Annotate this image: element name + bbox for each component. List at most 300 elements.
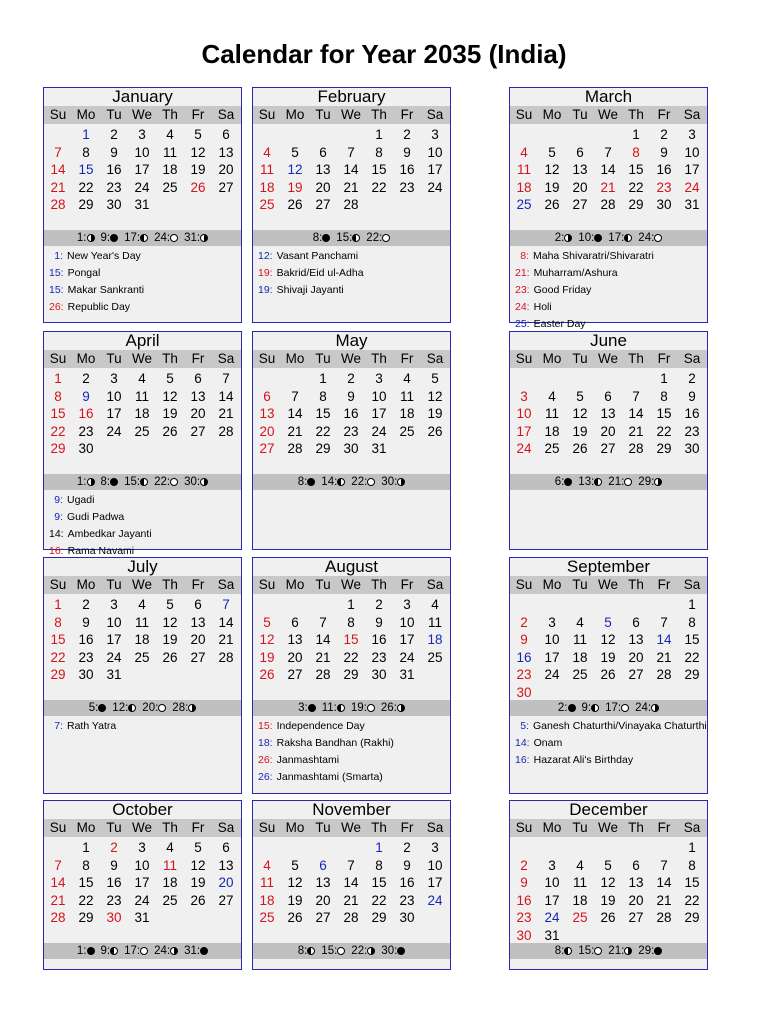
day-cell[interactable]: 4 [431,597,439,612]
day-cell[interactable]: 28 [600,197,616,212]
day-cell[interactable]: 17 [134,162,150,177]
day-cell[interactable]: 1 [688,840,696,855]
day-cell[interactable]: 9 [82,388,90,404]
day-cell[interactable]: 16 [343,406,359,421]
day-cell[interactable]: 17 [544,649,560,665]
day-cell[interactable]: 2 [688,371,696,386]
day-cell[interactable]: 10 [684,144,700,160]
day-cell[interactable]: 26 [162,423,178,439]
day-cell[interactable]: 18 [134,632,150,647]
day-cell[interactable]: 25 [544,441,560,456]
day-cell[interactable]: 22 [628,179,644,195]
day-cell[interactable]: 26 [287,910,303,925]
day-cell[interactable]: 21 [656,892,672,908]
day-cell[interactable]: 14 [628,406,644,421]
day-cell[interactable]: 26 [190,892,206,908]
day-cell[interactable]: 15 [315,406,331,421]
day-cell[interactable]: 12 [287,162,303,177]
day-cell[interactable]: 7 [604,144,612,160]
day-cell[interactable]: 19 [572,423,588,439]
day-cell[interactable]: 8 [660,388,668,404]
day-cell[interactable]: 1 [54,597,62,612]
day-cell[interactable]: 2 [110,840,118,855]
day-cell[interactable]: 30 [371,667,387,682]
day-cell[interactable]: 18 [259,892,275,908]
day-cell[interactable]: 6 [632,857,640,873]
day-cell[interactable]: 25 [134,423,150,439]
day-cell[interactable]: 25 [259,197,275,212]
day-cell[interactable]: 24 [544,910,560,925]
day-cell[interactable]: 8 [54,614,62,630]
day-cell[interactable]: 5 [291,144,299,160]
day-cell[interactable]: 9 [110,144,118,160]
day-cell[interactable]: 8 [632,144,640,160]
day-cell[interactable]: 31 [106,667,122,682]
day-cell[interactable]: 30 [516,684,532,700]
day-cell[interactable]: 24 [684,179,700,195]
day-cell[interactable]: 16 [78,632,94,647]
day-cell[interactable]: 12 [572,406,588,421]
day-cell[interactable]: 22 [50,423,66,439]
day-cell[interactable]: 16 [656,162,672,177]
day-cell[interactable]: 28 [50,910,66,925]
day-cell[interactable]: 1 [375,127,383,142]
day-cell[interactable]: 19 [259,649,275,665]
day-cell[interactable]: 23 [516,910,532,925]
day-cell[interactable]: 3 [403,597,411,612]
day-cell[interactable]: 25 [259,910,275,925]
day-cell[interactable]: 18 [399,406,415,421]
day-cell[interactable]: 22 [50,649,66,665]
day-cell[interactable]: 16 [371,632,387,647]
day-cell[interactable]: 14 [600,162,616,177]
day-cell[interactable]: 19 [287,892,303,908]
day-cell[interactable]: 26 [427,423,443,439]
day-cell[interactable]: 8 [688,614,696,630]
day-cell[interactable]: 14 [50,875,66,890]
day-cell[interactable]: 9 [688,388,696,404]
day-cell[interactable]: 14 [656,875,672,890]
day-cell[interactable]: 4 [138,597,146,612]
day-cell[interactable]: 6 [222,127,230,142]
day-cell[interactable]: 2 [375,597,383,612]
day-cell[interactable]: 20 [259,423,275,439]
day-cell[interactable]: 11 [427,614,442,630]
day-cell[interactable]: 7 [222,371,230,386]
day-cell[interactable]: 5 [431,371,439,386]
day-cell[interactable]: 15 [656,406,672,421]
day-cell[interactable]: 27 [600,441,616,456]
day-cell[interactable]: 24 [106,649,122,665]
day-cell[interactable]: 3 [548,614,556,630]
day-cell[interactable]: 12 [162,614,178,630]
day-cell[interactable]: 4 [166,127,174,142]
day-cell[interactable]: 18 [259,179,275,195]
day-cell[interactable]: 11 [134,614,149,630]
day-cell[interactable]: 31 [684,197,700,212]
day-cell[interactable]: 4 [548,388,556,404]
day-cell[interactable]: 9 [403,857,411,873]
day-cell[interactable]: 3 [138,127,146,142]
day-cell[interactable]: 14 [218,388,234,404]
day-cell[interactable]: 19 [162,632,178,647]
day-cell[interactable]: 26 [287,197,303,212]
day-cell[interactable]: 23 [106,179,122,195]
day-cell[interactable]: 28 [656,667,672,682]
day-cell[interactable]: 19 [544,179,560,195]
day-cell[interactable]: 24 [427,892,443,908]
day-cell[interactable]: 2 [82,371,90,386]
day-cell[interactable]: 24 [544,667,560,682]
day-cell[interactable]: 27 [315,910,331,925]
day-cell[interactable]: 4 [166,840,174,855]
day-cell[interactable]: 7 [347,144,355,160]
day-cell[interactable]: 13 [315,162,331,177]
day-cell[interactable]: 31 [399,667,415,682]
day-cell[interactable]: 10 [544,875,560,890]
day-cell[interactable]: 12 [544,162,560,177]
day-cell[interactable]: 22 [315,423,331,439]
day-cell[interactable]: 19 [287,179,303,195]
day-cell[interactable]: 24 [427,179,443,195]
day-cell[interactable]: 3 [375,371,383,386]
day-cell[interactable]: 21 [628,423,644,439]
day-cell[interactable]: 15 [50,632,66,647]
day-cell[interactable]: 24 [399,649,415,665]
day-cell[interactable]: 19 [190,162,206,177]
day-cell[interactable]: 5 [548,144,556,160]
day-cell[interactable]: 4 [576,857,584,873]
day-cell[interactable]: 12 [427,388,443,404]
day-cell[interactable]: 6 [222,840,230,855]
day-cell[interactable]: 24 [371,423,387,439]
day-cell[interactable]: 30 [78,667,94,682]
day-cell[interactable]: 21 [50,179,66,195]
day-cell[interactable]: 27 [218,892,234,908]
day-cell[interactable]: 29 [78,197,94,212]
day-cell[interactable]: 26 [544,197,560,212]
day-cell[interactable]: 18 [134,406,150,421]
day-cell[interactable]: 13 [315,875,331,890]
day-cell[interactable]: 1 [375,840,383,855]
day-cell[interactable]: 17 [684,162,700,177]
day-cell[interactable]: 25 [427,649,443,665]
day-cell[interactable]: 5 [604,857,612,873]
day-cell[interactable]: 6 [194,371,202,386]
day-cell[interactable]: 11 [572,632,587,647]
day-cell[interactable]: 22 [656,423,672,439]
day-cell[interactable]: 5 [166,371,174,386]
day-cell[interactable]: 24 [516,441,532,456]
day-cell[interactable]: 18 [544,423,560,439]
day-cell[interactable]: 18 [572,892,588,908]
day-cell[interactable]: 21 [656,649,672,665]
day-cell[interactable]: 2 [520,614,528,630]
day-cell[interactable]: 17 [134,875,150,890]
day-cell[interactable]: 27 [190,423,206,439]
day-cell[interactable]: 11 [162,857,177,873]
day-cell[interactable]: 3 [431,840,439,855]
day-cell[interactable]: 6 [319,144,327,160]
day-cell[interactable]: 26 [190,179,206,195]
day-cell[interactable]: 9 [520,632,528,647]
day-cell[interactable]: 15 [50,406,66,421]
day-cell[interactable]: 29 [343,667,359,682]
day-cell[interactable]: 10 [371,388,387,404]
day-cell[interactable]: 13 [628,632,644,647]
day-cell[interactable]: 10 [399,614,415,630]
day-cell[interactable]: 20 [315,179,331,195]
day-cell[interactable]: 9 [347,388,355,404]
day-cell[interactable]: 12 [259,632,275,647]
day-cell[interactable]: 15 [371,162,387,177]
day-cell[interactable]: 24 [134,179,150,195]
day-cell[interactable]: 20 [190,632,206,647]
day-cell[interactable]: 22 [78,892,94,908]
day-cell[interactable]: 20 [628,649,644,665]
day-cell[interactable]: 19 [190,875,206,890]
day-cell[interactable]: 15 [371,875,387,890]
day-cell[interactable]: 6 [194,597,202,612]
day-cell[interactable]: 29 [371,910,387,925]
day-cell[interactable]: 23 [343,423,359,439]
day-cell[interactable]: 26 [259,667,275,682]
day-cell[interactable]: 4 [263,144,271,160]
day-cell[interactable]: 20 [628,892,644,908]
day-cell[interactable]: 3 [688,127,696,142]
day-cell[interactable]: 16 [106,162,122,177]
day-cell[interactable]: 14 [50,162,66,177]
day-cell[interactable]: 29 [315,441,331,456]
day-cell[interactable]: 27 [628,910,644,925]
day-cell[interactable]: 14 [656,632,672,647]
day-cell[interactable]: 22 [371,179,387,195]
day-cell[interactable]: 22 [684,892,700,908]
day-cell[interactable]: 3 [110,597,118,612]
day-cell[interactable]: 28 [50,197,66,212]
day-cell[interactable]: 23 [371,649,387,665]
day-cell[interactable]: 30 [656,197,672,212]
day-cell[interactable]: 5 [166,597,174,612]
day-cell[interactable]: 25 [572,910,588,925]
day-cell[interactable]: 6 [632,614,640,630]
day-cell[interactable]: 4 [520,144,528,160]
day-cell[interactable]: 15 [78,875,94,890]
day-cell[interactable]: 10 [106,614,122,630]
day-cell[interactable]: 26 [162,649,178,665]
day-cell[interactable]: 16 [399,162,415,177]
day-cell[interactable]: 15 [343,632,359,647]
day-cell[interactable]: 6 [263,388,271,404]
day-cell[interactable]: 15 [628,162,644,177]
day-cell[interactable]: 30 [343,441,359,456]
day-cell[interactable]: 13 [600,406,616,421]
day-cell[interactable]: 21 [343,892,359,908]
day-cell[interactable]: 4 [263,857,271,873]
day-cell[interactable]: 20 [600,423,616,439]
day-cell[interactable]: 4 [403,371,411,386]
day-cell[interactable]: 10 [106,388,122,404]
day-cell[interactable]: 1 [688,597,696,612]
day-cell[interactable]: 28 [343,197,359,212]
day-cell[interactable]: 17 [427,162,443,177]
day-cell[interactable]: 17 [371,406,387,421]
day-cell[interactable]: 9 [520,875,528,890]
day-cell[interactable]: 17 [427,875,443,890]
day-cell[interactable]: 25 [516,197,532,212]
day-cell[interactable]: 3 [548,857,556,873]
day-cell[interactable]: 10 [516,406,532,421]
day-cell[interactable]: 7 [54,857,62,873]
day-cell[interactable]: 6 [604,388,612,404]
day-cell[interactable]: 20 [315,892,331,908]
day-cell[interactable]: 19 [600,649,616,665]
day-cell[interactable]: 25 [572,667,588,682]
day-cell[interactable]: 5 [194,840,202,855]
day-cell[interactable]: 14 [218,614,234,630]
day-cell[interactable]: 31 [134,197,150,212]
day-cell[interactable]: 22 [684,649,700,665]
day-cell[interactable]: 30 [516,927,532,943]
day-cell[interactable]: 8 [319,388,327,404]
day-cell[interactable]: 10 [427,144,443,160]
day-cell[interactable]: 1 [82,127,90,142]
day-cell[interactable]: 2 [520,857,528,873]
day-cell[interactable]: 31 [371,441,387,456]
day-cell[interactable]: 15 [78,162,94,177]
day-cell[interactable]: 25 [162,892,178,908]
day-cell[interactable]: 31 [134,910,150,925]
day-cell[interactable]: 10 [134,144,150,160]
day-cell[interactable]: 25 [162,179,178,195]
day-cell[interactable]: 30 [684,441,700,456]
day-cell[interactable]: 13 [190,388,206,404]
day-cell[interactable]: 28 [218,423,234,439]
day-cell[interactable]: 8 [375,857,383,873]
day-cell[interactable]: 11 [162,144,177,160]
day-cell[interactable]: 5 [194,127,202,142]
day-cell[interactable]: 13 [218,144,234,160]
day-cell[interactable]: 18 [516,179,532,195]
day-cell[interactable]: 18 [162,875,178,890]
day-cell[interactable]: 21 [315,649,331,665]
day-cell[interactable]: 18 [162,162,178,177]
day-cell[interactable]: 11 [516,162,531,177]
day-cell[interactable]: 20 [218,162,234,177]
day-cell[interactable]: 12 [190,857,206,873]
day-cell[interactable]: 2 [403,840,411,855]
day-cell[interactable]: 14 [287,406,303,421]
day-cell[interactable]: 9 [110,857,118,873]
day-cell[interactable]: 16 [516,649,532,665]
day-cell[interactable]: 22 [371,892,387,908]
day-cell[interactable]: 7 [222,597,230,612]
day-cell[interactable]: 1 [632,127,640,142]
day-cell[interactable]: 13 [572,162,588,177]
day-cell[interactable]: 18 [427,632,443,647]
day-cell[interactable]: 26 [572,441,588,456]
day-cell[interactable]: 7 [347,857,355,873]
day-cell[interactable]: 21 [600,179,616,195]
day-cell[interactable]: 11 [572,875,587,890]
day-cell[interactable]: 18 [572,649,588,665]
day-cell[interactable]: 31 [544,927,560,943]
day-cell[interactable]: 28 [315,667,331,682]
day-cell[interactable]: 29 [656,441,672,456]
day-cell[interactable]: 15 [684,632,700,647]
day-cell[interactable]: 5 [291,857,299,873]
day-cell[interactable]: 30 [106,910,122,925]
day-cell[interactable]: 21 [287,423,303,439]
day-cell[interactable]: 14 [315,632,331,647]
day-cell[interactable]: 6 [319,857,327,873]
day-cell[interactable]: 13 [287,632,303,647]
day-cell[interactable]: 11 [544,406,559,421]
day-cell[interactable]: 27 [315,197,331,212]
day-cell[interactable]: 20 [287,649,303,665]
day-cell[interactable]: 11 [259,162,274,177]
day-cell[interactable]: 21 [343,179,359,195]
day-cell[interactable]: 8 [347,614,355,630]
day-cell[interactable]: 12 [287,875,303,890]
day-cell[interactable]: 7 [632,388,640,404]
day-cell[interactable]: 27 [287,667,303,682]
day-cell[interactable]: 25 [134,649,150,665]
day-cell[interactable]: 23 [516,667,532,682]
day-cell[interactable]: 10 [427,857,443,873]
day-cell[interactable]: 11 [259,875,274,890]
day-cell[interactable]: 29 [684,910,700,925]
day-cell[interactable]: 17 [544,892,560,908]
day-cell[interactable]: 2 [347,371,355,386]
day-cell[interactable]: 29 [50,667,66,682]
day-cell[interactable]: 28 [287,441,303,456]
day-cell[interactable]: 23 [684,423,700,439]
day-cell[interactable]: 16 [399,875,415,890]
day-cell[interactable]: 14 [343,875,359,890]
day-cell[interactable]: 24 [106,423,122,439]
day-cell[interactable]: 19 [427,406,443,421]
day-cell[interactable]: 19 [600,892,616,908]
day-cell[interactable]: 12 [190,144,206,160]
day-cell[interactable]: 7 [291,388,299,404]
day-cell[interactable]: 1 [319,371,327,386]
day-cell[interactable]: 30 [399,910,415,925]
day-cell[interactable]: 16 [516,892,532,908]
day-cell[interactable]: 2 [110,127,118,142]
day-cell[interactable]: 2 [82,597,90,612]
day-cell[interactable]: 8 [54,388,62,404]
day-cell[interactable]: 21 [218,632,234,647]
day-cell[interactable]: 11 [399,388,414,404]
day-cell[interactable]: 12 [600,875,616,890]
day-cell[interactable]: 17 [106,632,122,647]
day-cell[interactable]: 7 [319,614,327,630]
day-cell[interactable]: 5 [263,614,271,630]
day-cell[interactable]: 23 [78,423,94,439]
day-cell[interactable]: 27 [218,179,234,195]
day-cell[interactable]: 13 [259,406,275,421]
day-cell[interactable]: 17 [516,423,532,439]
day-cell[interactable]: 7 [54,144,62,160]
day-cell[interactable]: 29 [684,667,700,682]
day-cell[interactable]: 23 [106,892,122,908]
day-cell[interactable]: 25 [399,423,415,439]
day-cell[interactable]: 15 [684,875,700,890]
day-cell[interactable]: 10 [134,857,150,873]
day-cell[interactable]: 23 [399,892,415,908]
day-cell[interactable]: 20 [572,179,588,195]
